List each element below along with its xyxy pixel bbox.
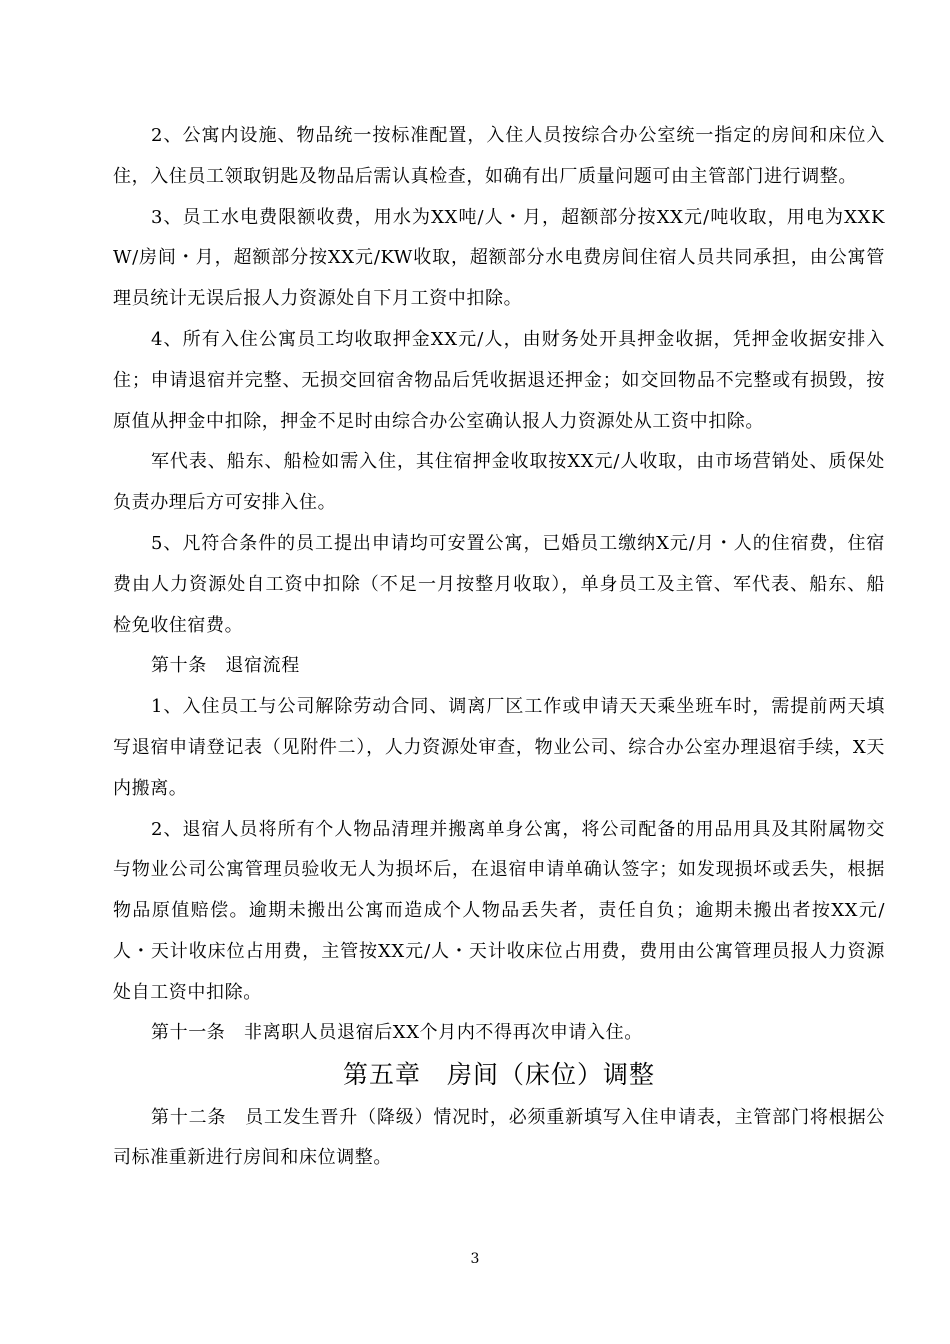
paragraph-utilities: 3、员工水电费限额收费，用水为XX吨/人・月，超额部分按XX元/吨收取，用电为XXKW/房间・月，超额部分按XX元/KW收取，超额部分水电费房间住宿人员共同承担，由公寓管理员统计无误后报人力资源处自下月工资中扣除。 bbox=[113, 206, 885, 310]
document-body bbox=[113, 116, 885, 1179]
paragraph-checkout-1: 1、入住员工与公司解除劳动合同、调离厂区工作或申请天天乘坐班车时，需提前两天填写退宿申请登记表（见附件二），人力资源处审查，物业公司、综合办公室办理退宿手续，X天内搬离。 bbox=[113, 696, 885, 799]
page-number: 3 bbox=[470, 1251, 480, 1267]
paragraph-military-rep: 军代表、船东、船检如需入住，其住宿押金收取按XX元/人收取，由市场营销处、质保处负责办理后方可安排入住。 bbox=[113, 451, 885, 514]
paragraph-accommodation-fee: 5、凡符合条件的员工提出申请均可安置公寓，已婚员工缴纳X元/月・人的住宿费，住宿费由人力资源处自工资中扣除（不足一月按整月收取），单身员工及主管、军代表、船东、船检免收住宿费。 bbox=[113, 532, 885, 636]
article-10-heading: 第十条 退宿流程 bbox=[151, 655, 300, 677]
chapter-title: 第五章 房间（床位）调整 bbox=[342, 1059, 655, 1089]
paragraph-facilities: 2、公寓内设施、物品统一按标准配置，入住人员按综合办公室统一指定的房间和床位入住，入住员工领取钥匙及物品后需认真检查，如确有出厂质量问题可由主管部门进行调整。 bbox=[113, 125, 885, 187]
article-11: 第十一条 非离职人员退宿后XX个月内不得再次申请入住。 bbox=[151, 1021, 643, 1043]
paragraph-deposit: 4、所有入住公寓员工均收取押金XX元/人，由财务处开具押金收据，凭押金收据安排入住；申请退宿并完整、无损交回宿舍物品后凭收据退还押金；如交回物品不完整或有损毁，按原值从押金中扣除，押金不足时由综合办公室确认报人力资源处从工资中扣除。 bbox=[113, 328, 885, 432]
paragraph-checkout-2: 2、退宿人员将所有个人物品清理并搬离单身公寓，将公司配备的用品用具及其附属物交与物业公司公寓管理员验收无人为损坏后，在退宿申请单确认签字；如发现损坏或丢失，根据物品原值赔偿。逾期未搬出公寓而造成个人物品丢失者，责任自负；逾期未搬出者按XX元/人・天计收床位占用费，主管按XX元/人・天计收床位占用费，费用由公寓管理员报人力资源处自工资中扣除。 bbox=[113, 818, 885, 1003]
article-12: 第十二条 员工发生晋升（降级）情况时，必须重新填写入住申请表，主管部门将根据公司标准重新进行房间和床位调整。 bbox=[113, 1106, 885, 1169]
